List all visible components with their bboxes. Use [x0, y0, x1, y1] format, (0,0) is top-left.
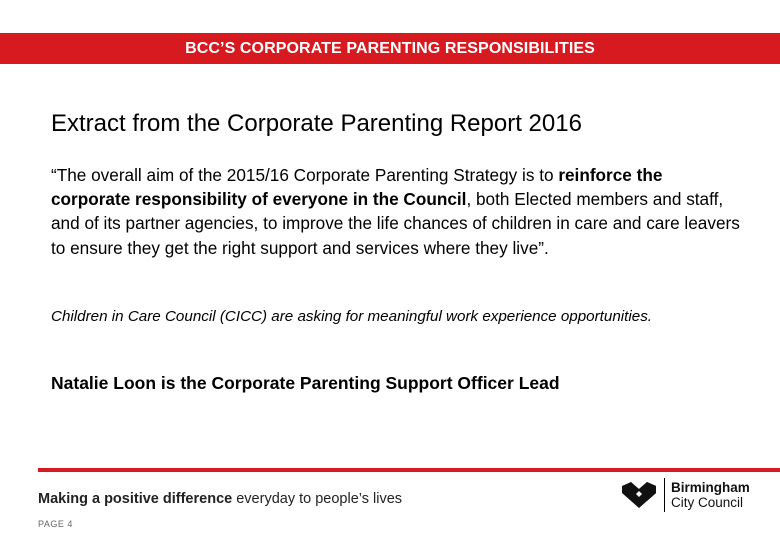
- footer-tagline: [38, 491, 402, 507]
- logo-divider: [664, 478, 665, 512]
- tagline-rest: everyday to people’s lives: [232, 491, 403, 507]
- strategy-quote: [51, 163, 741, 260]
- birmingham-b-logo-icon: [620, 480, 658, 510]
- quote-text-end: , both Elected members and staff, and of its partner agencies, to improve the life chances of children in care and care leavers to ensure they get the right support and services where they live”.: [51, 189, 740, 258]
- logo-line-1: Birmingham: [671, 480, 750, 495]
- logo-text: [671, 480, 750, 510]
- quote-text-bold: reinforce the corporate responsibility of everyone in the Council: [51, 165, 663, 210]
- slide-title: BCC’S CORPORATE PARENTING RESPONSIBILITIES: [185, 39, 595, 57]
- officer-line: Natalie Loon is the Corporate Parenting Support Officer Lead: [51, 373, 560, 393]
- footer-divider: [38, 468, 780, 472]
- page-number: PAGE 4: [38, 519, 73, 529]
- tagline-bold: Making a positive difference: [38, 491, 233, 507]
- cicc-note: Children in Care Council (CICC) are asking for meaningful work experience opportunities.: [51, 308, 653, 325]
- quote-text-start: “The overall aim of the 2015/16 Corporate Parenting Strategy is to: [51, 165, 559, 185]
- council-logo: [620, 478, 750, 512]
- subtitle: Extract from the Corporate Parenting Report 2016: [51, 110, 582, 137]
- title-bar: [0, 33, 780, 64]
- logo-line-2: City Council: [671, 495, 744, 510]
